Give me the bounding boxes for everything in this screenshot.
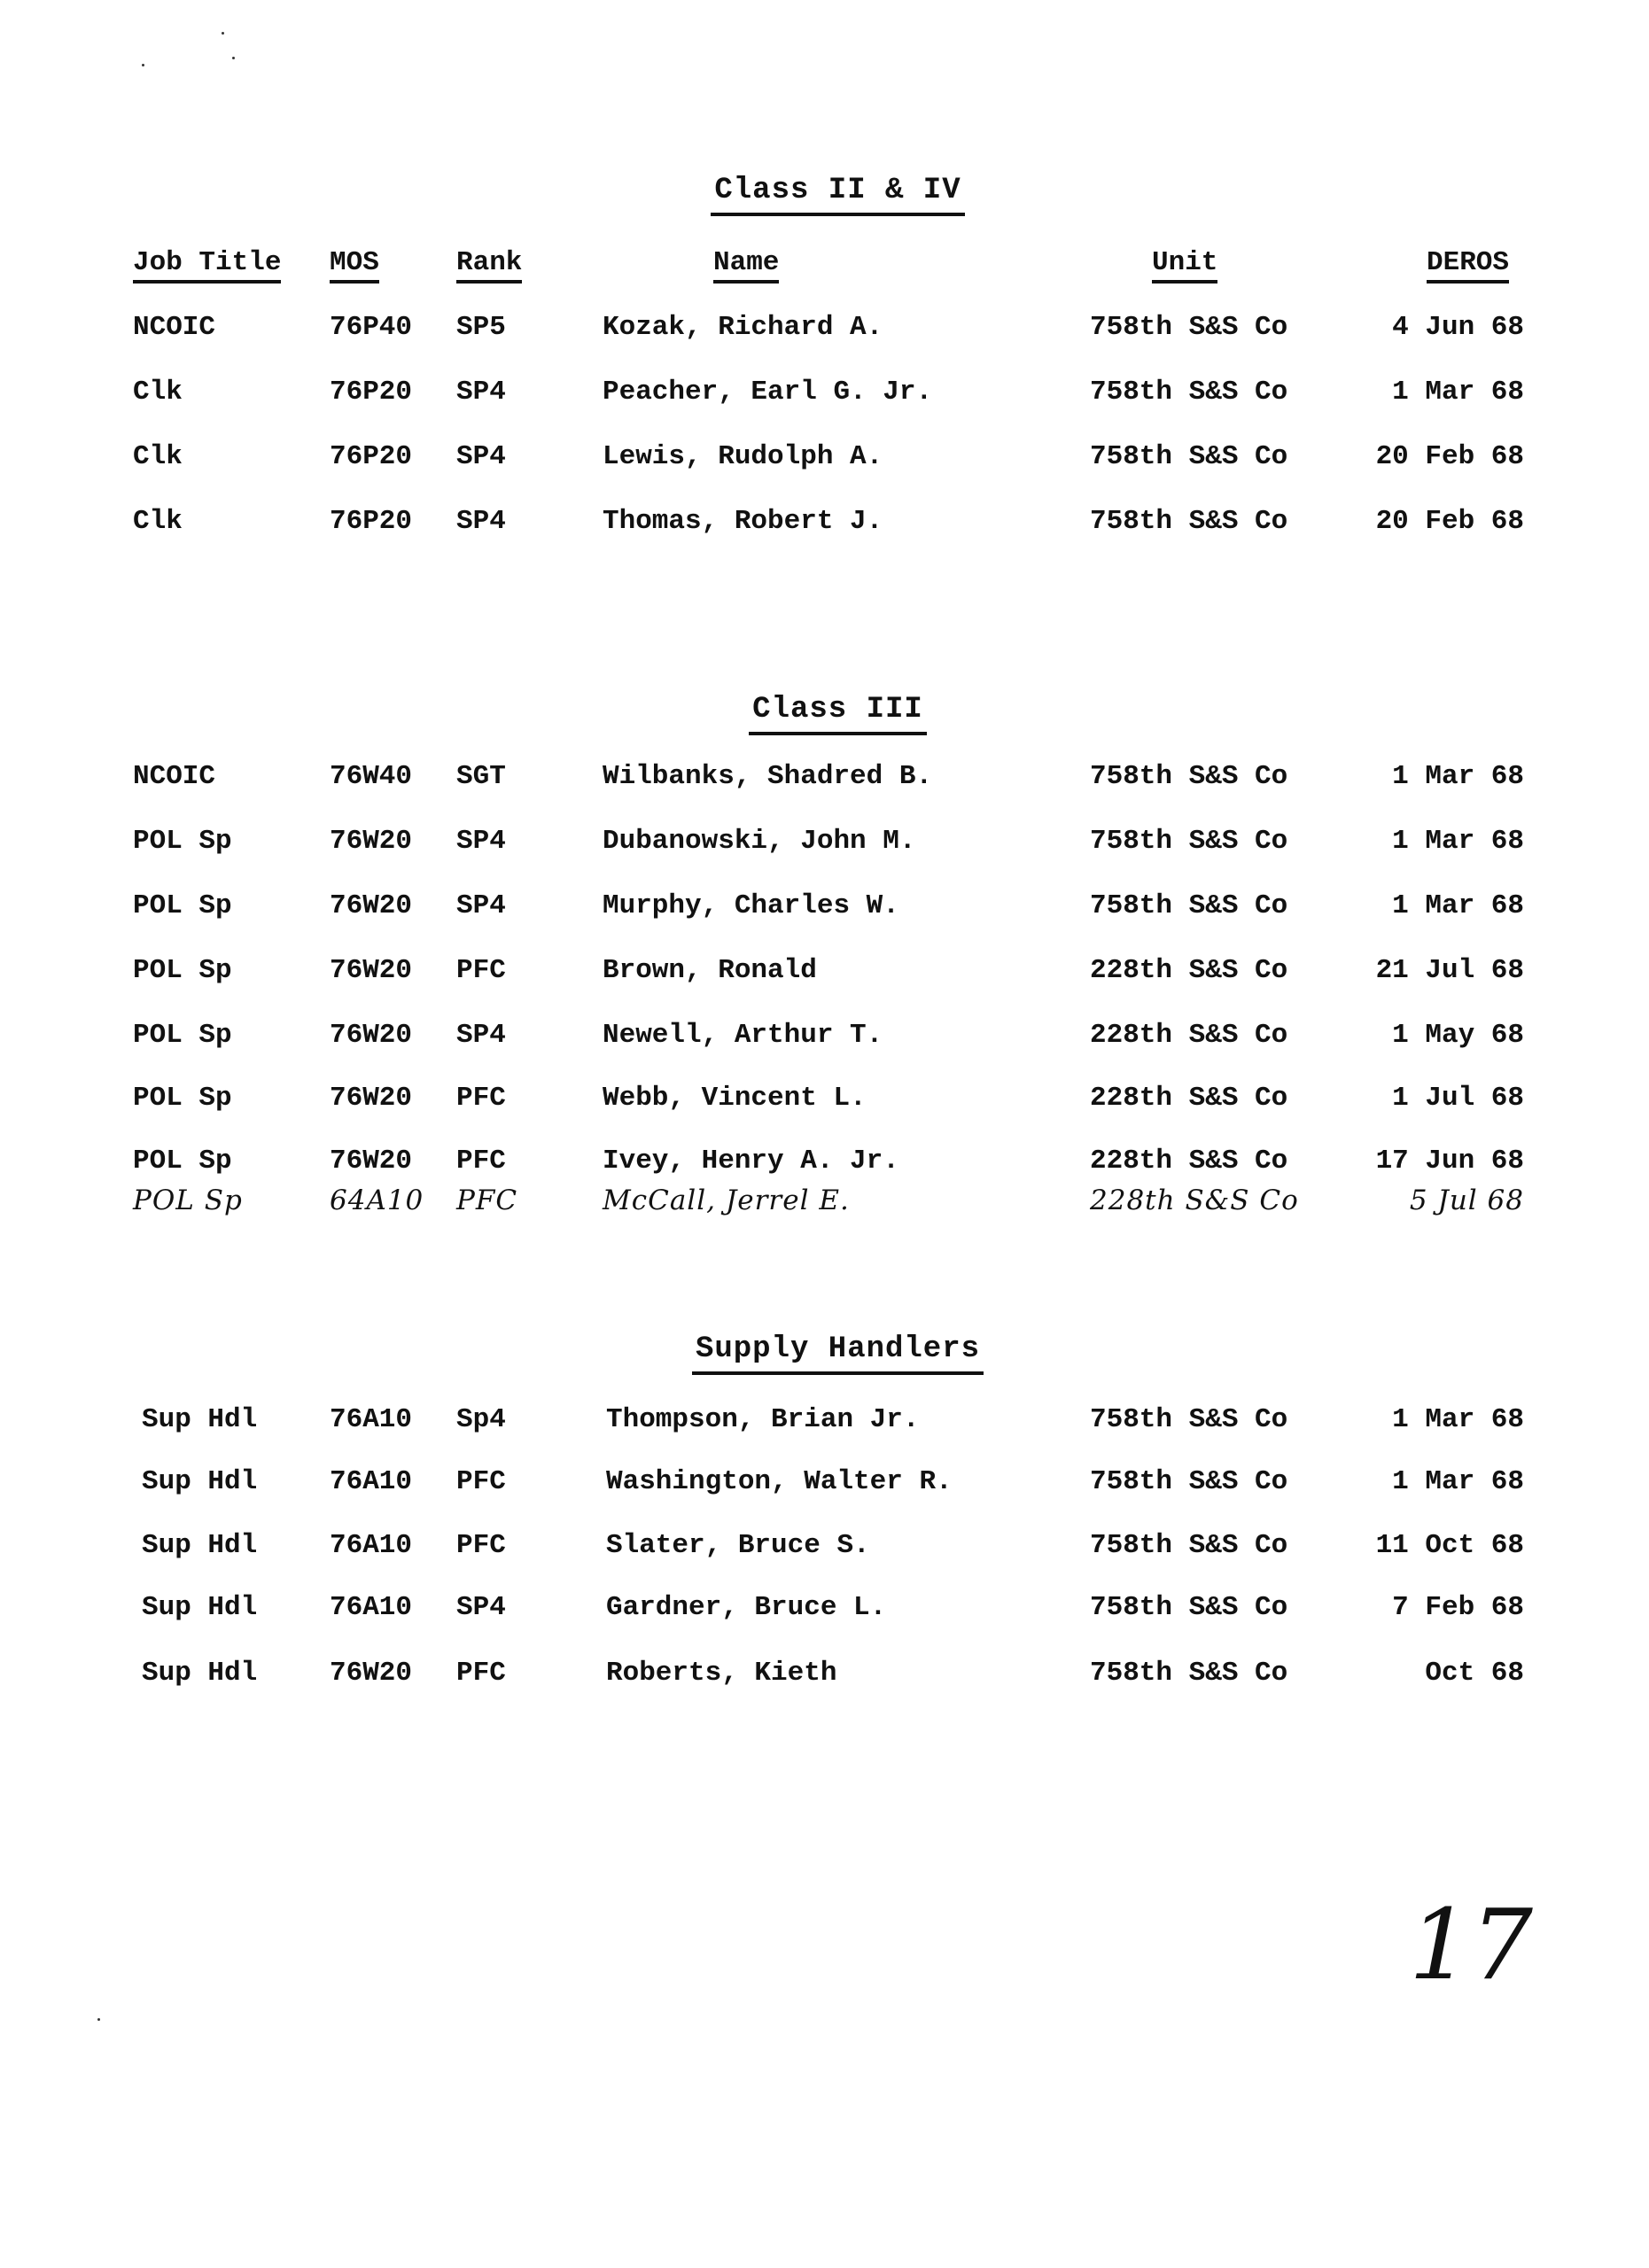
cell-name: Wilbanks, Shadred B. [603, 761, 933, 792]
table-row [0, 1076, 1649, 1121]
cell-unit: 758th S&S Co [1090, 826, 1288, 857]
cell-deros: 1 Mar 68 [1392, 890, 1524, 921]
cell-mos: 76P20 [330, 377, 413, 408]
cell-unit: 758th S&S Co [1090, 441, 1288, 472]
table-row [0, 1651, 1649, 1696]
cell-job-title: POL Sp [133, 1083, 232, 1114]
cell-unit: 758th S&S Co [1090, 1658, 1288, 1689]
table-row [0, 500, 1649, 544]
cell-job-title: NCOIC [133, 312, 216, 343]
cell-rank: PFC [456, 1083, 506, 1114]
cell-mos: 76W40 [330, 761, 413, 792]
cell-rank: PFC [456, 1146, 506, 1177]
section-title-class-iii: Class III [0, 693, 1649, 735]
cell-mos: 76A10 [330, 1592, 413, 1623]
cell-job-title: POL Sp [133, 1146, 232, 1177]
cell-job-title: POL Sp [133, 1020, 232, 1051]
cell-rank: SP4 [456, 1020, 506, 1051]
cell-name: Lewis, Rudolph A. [603, 441, 883, 472]
cell-job-title: Sup Hdl [142, 1466, 258, 1497]
table-row [0, 1398, 1649, 1442]
cell-name: Thompson, Brian Jr. [606, 1404, 920, 1435]
cell-mos: 76A10 [330, 1530, 413, 1561]
cell-deros: 1 May 68 [1392, 1020, 1524, 1051]
cell-mos: 76W20 [330, 1658, 413, 1689]
cell-deros: 7 Feb 68 [1392, 1592, 1524, 1623]
cell-job-title: Sup Hdl [142, 1592, 258, 1623]
table-row-struck [0, 755, 1649, 799]
table-row [0, 1139, 1649, 1184]
table-row [0, 949, 1649, 993]
cell-mos: 76W20 [330, 826, 413, 857]
cell-rank: PFC [456, 1466, 506, 1497]
cell-mos: 76W20 [330, 955, 413, 986]
table-row [0, 435, 1649, 479]
cell-job-title: POL Sp [133, 890, 232, 921]
scan-speck [97, 2018, 100, 2021]
table-row [0, 1524, 1649, 1568]
cell-job-title: POL Sp [133, 955, 232, 986]
cell-unit: 758th S&S Co [1090, 377, 1288, 408]
scan-speck [222, 32, 224, 35]
cell-mos: 76W20 [330, 1146, 413, 1177]
cell-rank: Sp4 [456, 1404, 506, 1435]
cell-name: Webb, Vincent L. [603, 1083, 867, 1114]
cell-rank: PFC [456, 1658, 506, 1689]
cell-rank: SP4 [456, 826, 506, 857]
table-row [0, 884, 1649, 928]
cell-deros: 1 Mar 68 [1392, 377, 1524, 408]
cell-deros: 1 Jul 68 [1392, 1083, 1524, 1114]
cell-rank: SP4 [456, 441, 506, 472]
cell-rank: SP4 [456, 890, 506, 921]
cell-unit: 758th S&S Co [1090, 1530, 1288, 1561]
cell-name: Peacher, Earl G. Jr. [603, 377, 933, 408]
cell-rank: PFC [456, 1530, 506, 1561]
cell-job-title: Clk [133, 377, 183, 408]
table-row [0, 1014, 1649, 1058]
table-row-struck [0, 1460, 1649, 1504]
cell-mos: 76P20 [330, 506, 413, 537]
cell-mos: 76A10 [330, 1466, 413, 1497]
cell-mos: 76W20 [330, 890, 413, 921]
cell-name: Slater, Bruce S. [606, 1530, 870, 1561]
cell-name: Kozak, Richard A. [603, 312, 883, 343]
cell-mos: 76A10 [330, 1404, 413, 1435]
header-name: Name [713, 241, 779, 285]
table-row-handwritten [0, 1178, 1649, 1223]
column-header-row [0, 241, 1649, 285]
cell-job-title: Clk [133, 441, 183, 472]
cell-deros: Oct 68 [1425, 1658, 1524, 1689]
scan-speck [142, 64, 144, 66]
cell-unit: 758th S&S Co [1090, 1592, 1288, 1623]
cell-mos: 76P40 [330, 312, 413, 343]
cell-name: Dubanowski, John M. [603, 826, 916, 857]
cell-rank: SP4 [456, 1592, 506, 1623]
table-row [0, 819, 1649, 864]
header-job-title: Job Title [133, 241, 281, 285]
header-rank: Rank [456, 241, 522, 285]
cell-job-title: Sup Hdl [142, 1404, 258, 1435]
scan-speck [232, 57, 235, 59]
cell-name: Newell, Arthur T. [603, 1020, 883, 1051]
cell-unit: 228th S&S Co [1090, 955, 1288, 986]
cell-rank: SP4 [456, 506, 506, 537]
cell-mos: 76P20 [330, 441, 413, 472]
table-row-struck [0, 1586, 1649, 1630]
cell-mos: 76W20 [330, 1083, 413, 1114]
cell-name: McCall, Jerrel E. [603, 1184, 850, 1216]
cell-deros: 20 Feb 68 [1375, 441, 1524, 472]
cell-unit: 758th S&S Co [1090, 1404, 1288, 1435]
table-row [0, 306, 1649, 350]
cell-name: Brown, Ronald [603, 955, 817, 986]
cell-mos: 76W20 [330, 1020, 413, 1051]
cell-name: Ivey, Henry A. Jr. [603, 1146, 899, 1177]
cell-deros: 1 Mar 68 [1392, 1404, 1524, 1435]
cell-rank: PFC [456, 1184, 518, 1216]
cell-deros: 17 Jun 68 [1375, 1146, 1524, 1177]
table-row [0, 370, 1649, 415]
cell-deros: 5 Jul 68 [1409, 1184, 1524, 1216]
cell-name: Thomas, Robert J. [603, 506, 883, 537]
cell-name: Murphy, Charles W. [603, 890, 899, 921]
cell-unit: 758th S&S Co [1090, 506, 1288, 537]
cell-job-title: POL Sp [133, 826, 232, 857]
cell-job-title: Sup Hdl [142, 1530, 258, 1561]
cell-job-title: Clk [133, 506, 183, 537]
header-deros: DEROS [1427, 241, 1509, 285]
cell-job-title: NCOIC [133, 761, 216, 792]
cell-unit: 228th S&S Co [1090, 1184, 1299, 1216]
cell-deros: 4 Jun 68 [1392, 312, 1524, 343]
cell-rank: SP5 [456, 312, 506, 343]
cell-rank: PFC [456, 955, 506, 986]
cell-deros: 20 Feb 68 [1375, 506, 1524, 537]
header-mos: MOS [330, 241, 379, 285]
cell-deros: 1 Mar 68 [1392, 1466, 1524, 1497]
cell-mos: 64A10 [330, 1184, 424, 1216]
cell-unit: 228th S&S Co [1090, 1146, 1288, 1177]
section-title-class-ii-iv: Class II & IV [0, 174, 1649, 216]
header-unit: Unit [1152, 241, 1217, 285]
cell-rank: SP4 [456, 377, 506, 408]
cell-unit: 758th S&S Co [1090, 761, 1288, 792]
cell-unit: 228th S&S Co [1090, 1020, 1288, 1051]
cell-name: Gardner, Bruce L. [606, 1592, 887, 1623]
cell-name: Washington, Walter R. [606, 1466, 953, 1497]
cell-deros: 1 Mar 68 [1392, 761, 1524, 792]
cell-rank: SGT [456, 761, 506, 792]
cell-deros: 11 Oct 68 [1375, 1530, 1524, 1561]
cell-deros: 1 Mar 68 [1392, 826, 1524, 857]
cell-name: Roberts, Kieth [606, 1658, 837, 1689]
cell-unit: 758th S&S Co [1090, 1466, 1288, 1497]
cell-unit: 758th S&S Co [1090, 312, 1288, 343]
section-title-supply-handlers: Supply Handlers [0, 1332, 1649, 1375]
cell-deros: 21 Jul 68 [1375, 955, 1524, 986]
page-number: 17 [1409, 1888, 1533, 2001]
cell-unit: 758th S&S Co [1090, 890, 1288, 921]
cell-unit: 228th S&S Co [1090, 1083, 1288, 1114]
cell-job-title: POL Sp [133, 1184, 243, 1216]
cell-job-title: Sup Hdl [142, 1658, 258, 1689]
